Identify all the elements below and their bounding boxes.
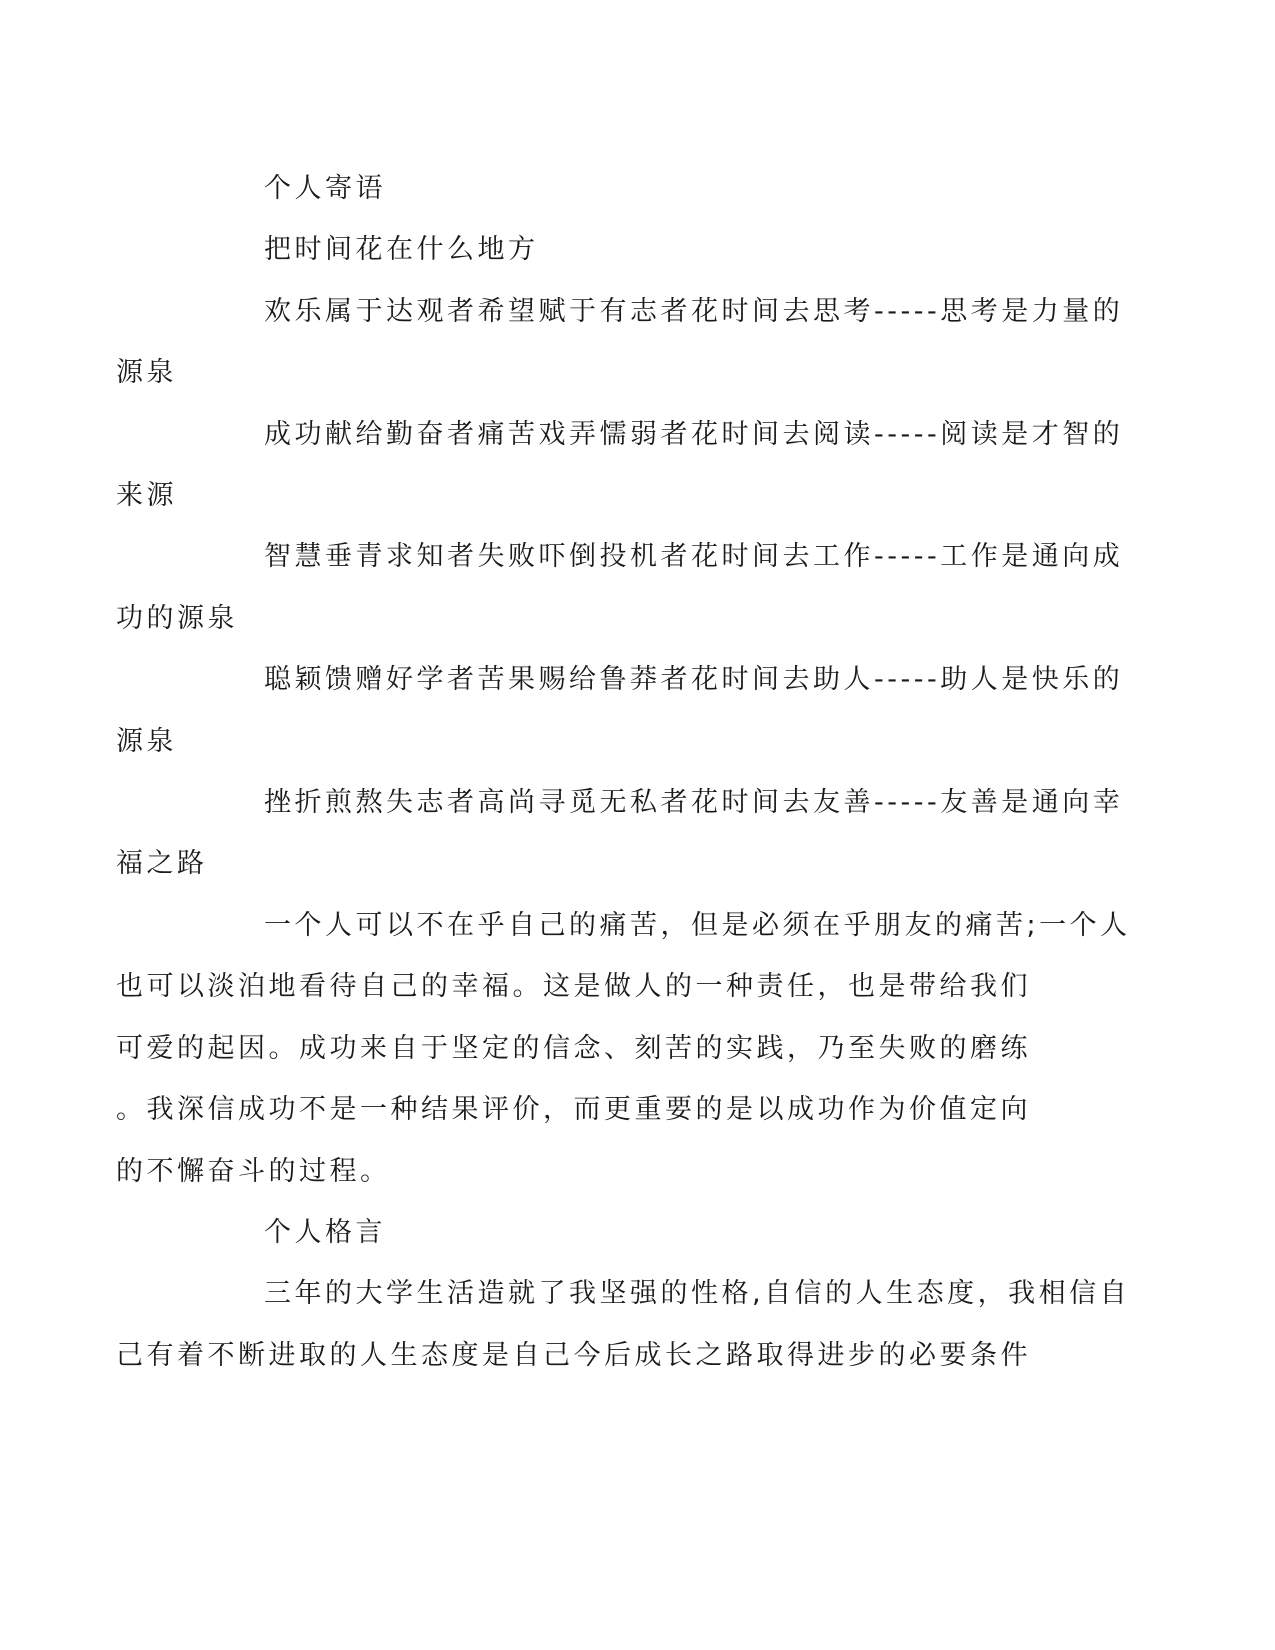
stanza-kindness xyxy=(116,772,1124,895)
motto-paragraph xyxy=(116,1263,1131,1386)
stanza-line: 源泉 xyxy=(116,725,177,757)
stanza-line: 欢乐属于达观者希望赋于有志者花时间去思考-----思考是力量的 xyxy=(264,295,1124,327)
reflection-line: 也可以淡泊地看待自己的幸福。这是做人的一种责任，也是带给我们 xyxy=(116,971,1031,1003)
document-body xyxy=(116,158,1131,1386)
stanza-line: 来源 xyxy=(116,480,177,512)
stanza-thinking xyxy=(116,281,1124,404)
stanza-line: 福之路 xyxy=(116,848,208,880)
stanza-working xyxy=(116,526,1124,649)
reflection-line: 。我深信成功不是一种结果评价，而更重要的是以成功作为价值定向 xyxy=(116,1094,1031,1126)
stanza-line: 挫折煎熬失志者高尚寻觅无私者花时间去友善-----友善是通向幸 xyxy=(264,787,1124,819)
reflection-paragraph xyxy=(116,895,1131,1202)
reflection-line: 一个人可以不在乎自己的痛苦，但是必须在乎朋友的痛苦;一个人 xyxy=(264,909,1131,941)
subtitle-where-to-spend-time: 把时间花在什么地方 xyxy=(264,234,539,266)
motto-line: 三年的大学生活造就了我坚强的性格,自信的人生态度，我相信自 xyxy=(264,1278,1131,1310)
reflection-line: 可爱的起因。成功来自于坚定的信念、刻苦的实践，乃至失败的磨练 xyxy=(116,1032,1031,1064)
motto-line: 己有着不断进取的人生态度是自己今后成长之路取得进步的必要条件 xyxy=(116,1339,1031,1371)
stanza-helping xyxy=(116,649,1124,772)
stanza-reading xyxy=(116,404,1124,527)
stanza-line: 源泉 xyxy=(116,357,177,389)
stanza-line: 聪颖馈赠好学者苦果赐给鲁莽者花时间去助人-----助人是快乐的 xyxy=(264,664,1124,696)
stanza-line: 成功献给勤奋者痛苦戏弄懦弱者花时间去阅读-----阅读是才智的 xyxy=(264,418,1124,450)
stanza-line: 功的源泉 xyxy=(116,602,238,634)
section-title-personal-motto: 个人格言 xyxy=(264,1216,386,1248)
stanza-line: 智慧垂青求知者失败吓倒投机者花时间去工作-----工作是通向成 xyxy=(264,541,1124,573)
reflection-line: 的不懈奋斗的过程。 xyxy=(116,1155,391,1187)
section-title-personal-message: 个人寄语 xyxy=(264,173,386,204)
